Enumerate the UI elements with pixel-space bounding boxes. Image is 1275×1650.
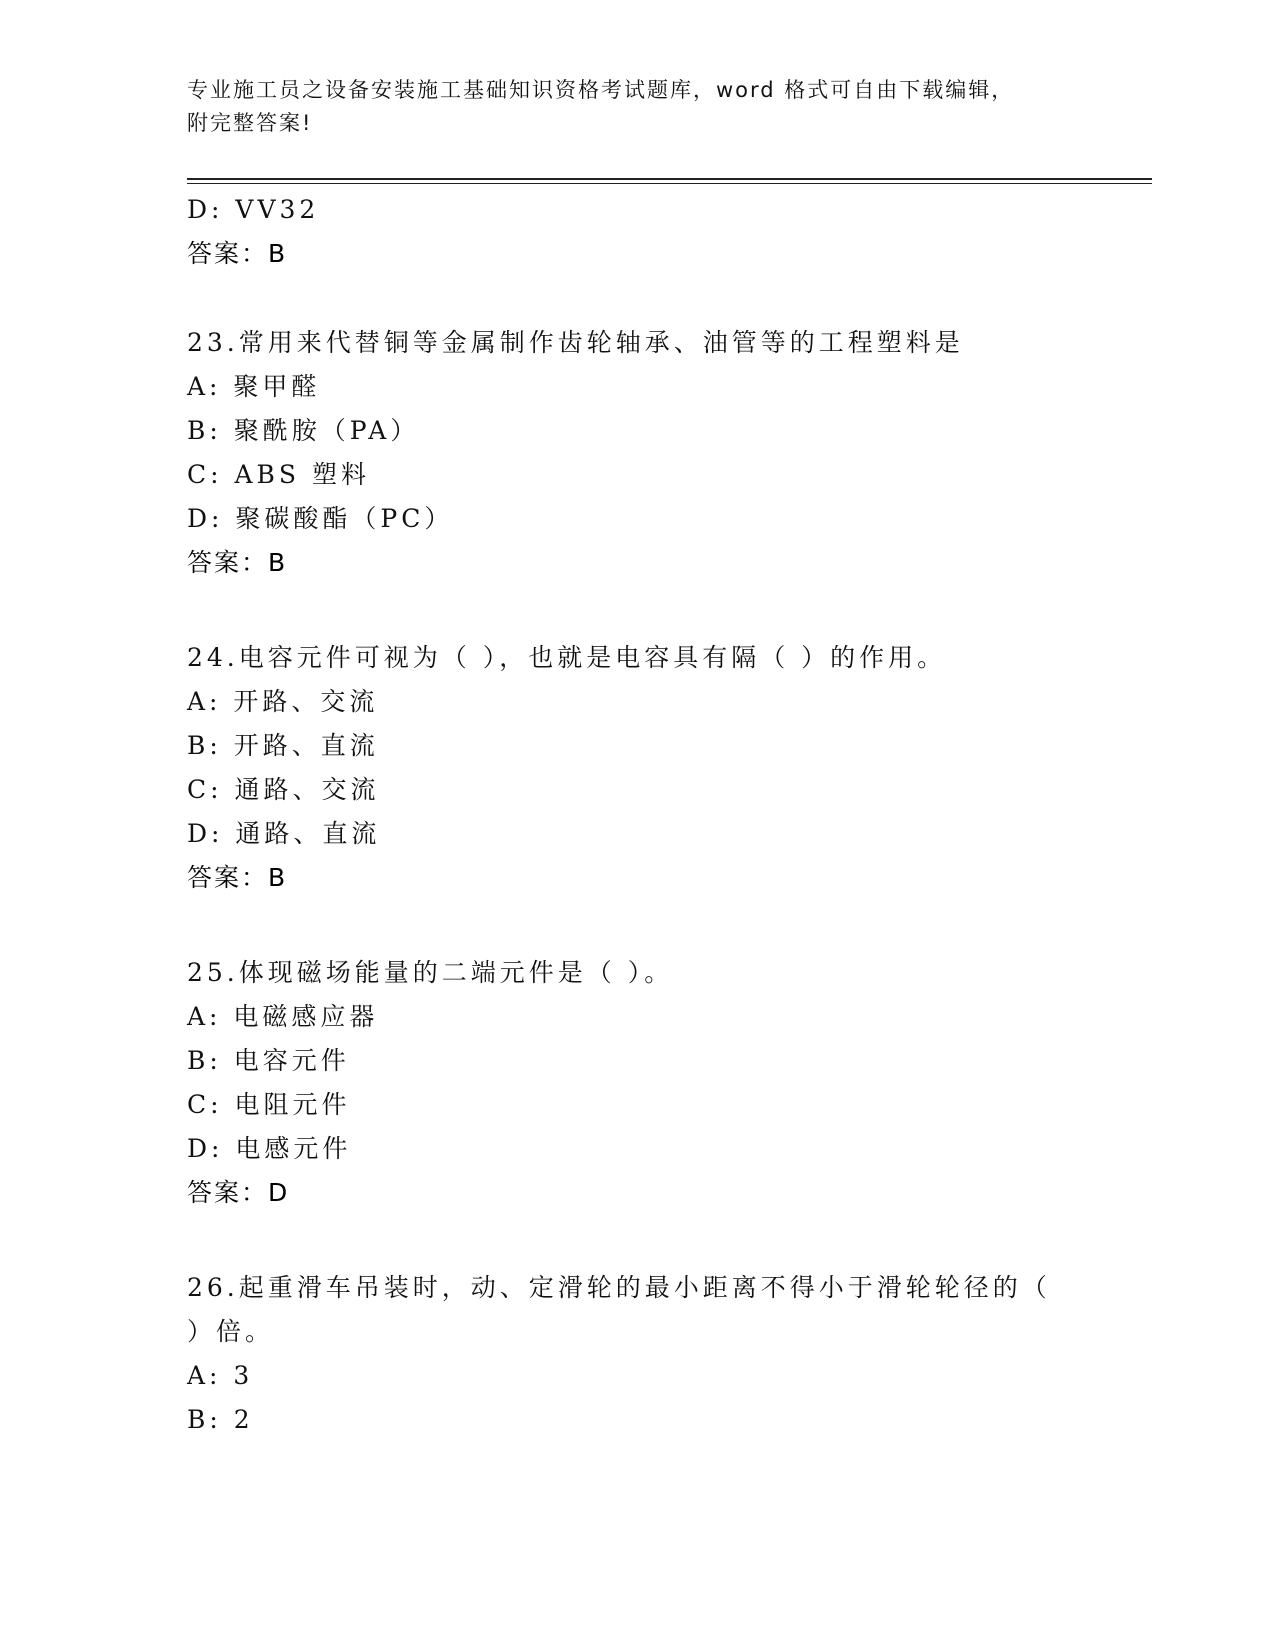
q26-stem-line2: ）倍。 — [187, 1317, 275, 1346]
header-title-line2: 附完整答案! — [187, 111, 313, 135]
header-title-line1: 专业施工员之设备安装施工基础知识资格考试题库，word 格式可自由下载编辑， — [187, 78, 1015, 102]
q26-stem-line1: 26.起重滑车吊装时，动、定滑轮的最小距离不得小于滑轮轮径的（ — [187, 1273, 1051, 1302]
q25-option-b: B: 电容元件 — [187, 1046, 350, 1075]
q24-option-b: B: 开路、直流 — [187, 731, 379, 760]
q24-option-a: A: 开路、交流 — [187, 687, 379, 716]
q25-stem: 25.体现磁场能量的二端元件是（ ）。 — [187, 958, 674, 987]
q24-option-d: D: 通路、直流 — [187, 819, 381, 848]
q25-option-a: A: 电磁感应器 — [187, 1002, 379, 1031]
q23-option-d: D: 聚碳酸酯（PC） — [187, 504, 454, 533]
q24-option-c: C: 通路、交流 — [187, 775, 380, 804]
q24-stem: 24.电容元件可视为（ ），也就是电容具有隔（ ）的作用。 — [187, 643, 947, 672]
q24-answer: 答案：B — [187, 863, 288, 892]
q25-answer: 答案：D — [187, 1178, 290, 1207]
q23-option-a: A: 聚甲醛 — [187, 372, 321, 401]
q22-answer: 答案：B — [187, 239, 288, 268]
q26-option-a: A: 3 — [187, 1361, 254, 1390]
q25-option-d: D: 电感元件 — [187, 1134, 352, 1163]
q22-option-d: D: VV32 — [187, 195, 320, 224]
q23-option-b: B: 聚酰胺（PA） — [187, 416, 420, 445]
q23-stem: 23.常用来代替铜等金属制作齿轮轴承、油管等的工程塑料是 — [187, 328, 964, 357]
q25-option-c: C: 电阻元件 — [187, 1090, 351, 1119]
document-header — [187, 74, 1087, 140]
q23-answer: 答案：B — [187, 548, 288, 577]
q26-option-b: B: 2 — [187, 1405, 254, 1434]
q23-option-c: C: ABS 塑料 — [187, 460, 370, 489]
header-divider-thin — [187, 183, 1152, 184]
header-divider-thick — [187, 178, 1152, 180]
